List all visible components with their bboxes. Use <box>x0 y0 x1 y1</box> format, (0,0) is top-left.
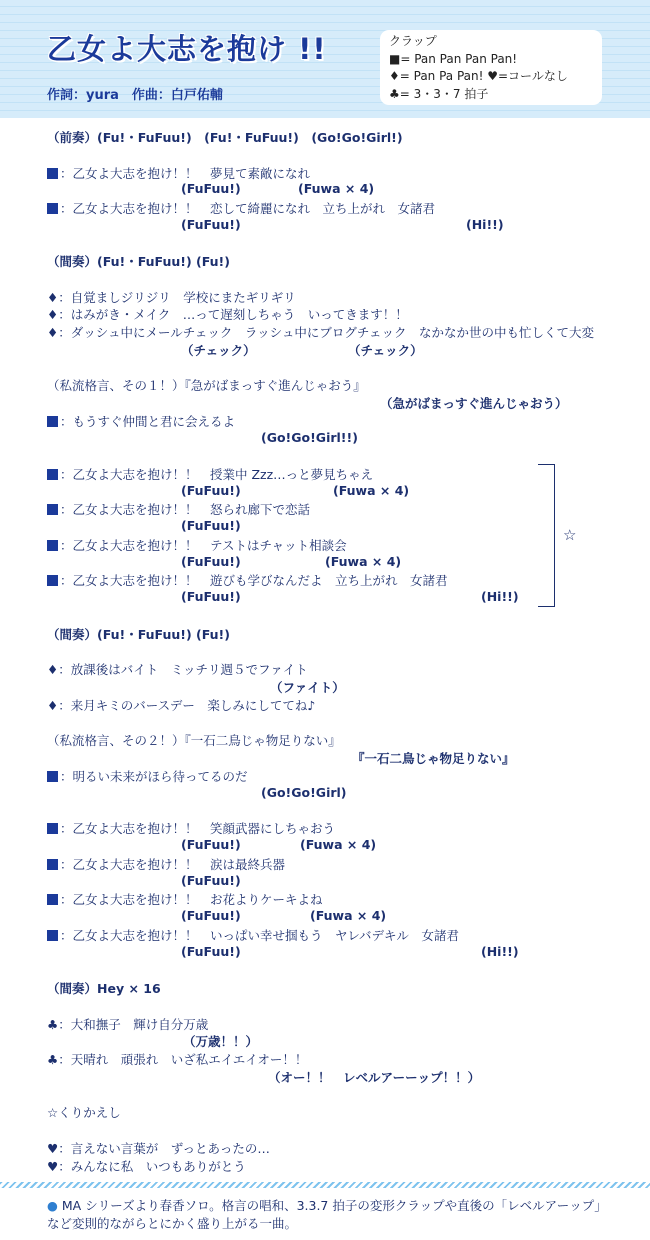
footer <box>0 1182 650 1240</box>
lyric-line: ：乙女よ大志を抱け！！ 遊びも学びなんだよ 立ち上がれ 女諸君 <box>47 571 448 589</box>
call-line: (FuFuu!) <box>181 518 241 533</box>
legend-line-diamond-heart: ♦= Pan Pa Pan! ♥=コールなし <box>389 69 568 83</box>
square-marker-icon <box>47 168 58 179</box>
call-line: (Go!Go!Girl!!) <box>261 430 358 445</box>
clap-legend <box>380 30 602 105</box>
song-description: ● MA シリーズより春香ソロ。格言の唱和、3.3.7 拍子の変形クラップや直後の「レベルアーップ」など変則的ながらとにかく盛り上がる一曲。 <box>47 1198 607 1231</box>
square-marker-icon <box>47 416 58 427</box>
call-line: （チェック） <box>181 343 256 358</box>
lyric-line: ：乙女よ大志を抱け！！ いっぱい幸せ掴もう ヤレバデキル 女諸君 <box>47 926 459 944</box>
square-marker-icon <box>47 823 58 834</box>
lyric-line: ♦：来月キミのバースデー 楽しみにしててね♪ <box>47 698 316 713</box>
call-line: (FuFuu!) <box>181 181 241 196</box>
call-line: (FuFuu!) <box>181 217 241 232</box>
lyric-line: ♦：放課後はバイト ミッチリ週５でファイト <box>47 662 308 677</box>
lyric-line: ♣：大和撫子 輝け自分万歳 <box>47 1017 209 1032</box>
lyric-line-intro: （前奏）(Fu!・FuFuu!) (Fu!・FuFuu!) (Go!Go!Girl!) <box>47 130 403 145</box>
call-line: （チェック） <box>348 343 423 358</box>
song-title: 乙女よ大志を抱け !! <box>47 32 327 66</box>
legend-line-square: ■= Pan Pan Pan Pan! <box>389 51 518 66</box>
square-marker-icon <box>47 771 58 782</box>
lyric-line: ♥：言えない言葉が ずっとあったの… <box>47 1141 270 1156</box>
legend-title: クラップ <box>389 34 437 48</box>
header <box>0 0 650 118</box>
square-marker-icon <box>47 469 58 480</box>
square-marker-icon <box>47 540 58 551</box>
call-line: (FuFuu!) <box>181 589 241 604</box>
lyric-line: ♦：はみがき・メイク …って遅刻しちゃう いってきます！！ <box>47 307 408 322</box>
lyric-line: ：乙女よ大志を抱け！！ 笑顔武器にしちゃおう <box>47 819 335 837</box>
square-marker-icon <box>47 504 58 515</box>
star-icon: ☆ <box>563 526 577 544</box>
lyric-line-interlude: （間奏）(Fu!・FuFuu!) (Fu!) <box>47 627 230 642</box>
call-line: 『一石二鳥じゃ物足りない』 <box>352 751 515 766</box>
lyric-line: ：乙女よ大志を抱け！！ お花よりケーキよね <box>47 890 323 908</box>
call-line: (FuFuu!) <box>181 944 241 959</box>
lyric-line-interlude: （間奏）Hey × 16 <box>47 981 161 996</box>
song-credits: 作詞：yura 作曲：白戸佑輔 <box>47 88 223 103</box>
lyric-line: ：もうすぐ仲間と君に会えるよ <box>47 412 235 430</box>
lyric-line: ♦：自覚ましジリジリ 学校にまたギリギリ <box>47 290 296 305</box>
call-line: (FuFuu!) <box>181 908 241 923</box>
call-line: (Hi!!) <box>466 217 504 232</box>
lyric-line: ：乙女よ大志を抱け！！ 夢見て素敵になれ <box>47 164 310 182</box>
call-line: （オー！！ レベルアーーップ！！） <box>268 1070 481 1085</box>
call-line: (FuFuu!) <box>181 837 241 852</box>
call-line: (Fuwa × 4) <box>300 837 377 852</box>
lyric-line-motto: （私流格言、その２！）『一石二鳥じゃ物足りない』 <box>47 733 341 748</box>
lyric-line-motto: （私流格言、その１！）『急がばまっすぐ進んじゃおう』 <box>47 378 366 393</box>
repeat-note: ☆くりかえし <box>47 1105 121 1120</box>
footer-divider <box>0 1182 650 1188</box>
call-line: (Hi!!) <box>481 589 519 604</box>
square-marker-icon <box>47 203 58 214</box>
lyric-line: ♣：天晴れ 頑張れ いざ私エイエイオー！！ <box>47 1052 308 1067</box>
lyric-line: ：乙女よ大志を抱け！！ 涙は最終兵器 <box>47 855 285 873</box>
square-marker-icon <box>47 894 58 905</box>
call-line: （ファイト） <box>270 680 345 695</box>
call-line: (Fuwa × 4) <box>333 483 410 498</box>
call-line: (Fuwa × 4) <box>325 554 402 569</box>
call-line: (Hi!!) <box>481 944 519 959</box>
lyric-line: ：明るい未来がほら待ってるのだ <box>47 767 248 785</box>
repeat-bracket <box>538 464 555 607</box>
lyrics <box>0 118 650 1188</box>
lyric-line: ：乙女よ大志を抱け！！ 恋して綺麗になれ 立ち上がれ 女諸君 <box>47 199 435 217</box>
square-marker-icon <box>47 930 58 941</box>
square-marker-icon <box>47 859 58 870</box>
call-line: (Fuwa × 4) <box>298 181 375 196</box>
call-line: (FuFuu!) <box>181 554 241 569</box>
lyric-line: ：乙女よ大志を抱け！！ 怒られ廊下で恋話 <box>47 500 310 518</box>
call-line: （万歳！！） <box>183 1034 259 1049</box>
call-line: (FuFuu!) <box>181 873 241 888</box>
lyric-line: ♦：ダッシュ中にメールチェック ラッシュ中にブログチェック なかなか世の中も忙しくて大変 <box>47 325 594 340</box>
call-line: （急がばまっすぐ進んじゃおう） <box>380 396 568 411</box>
lyric-line: ：乙女よ大志を抱け！！ 授業中 Zzz…っと夢見ちゃえ <box>47 465 373 483</box>
call-line: (Go!Go!Girl) <box>261 785 347 800</box>
lyric-line: ：乙女よ大志を抱け！！ テストはチャット相談会 <box>47 536 347 554</box>
square-marker-icon <box>47 575 58 586</box>
lyric-line-interlude: （間奏）(Fu!・FuFuu!) (Fu!) <box>47 254 230 269</box>
lyric-line: ♥：みんなに私 いつもありがとう <box>47 1159 246 1174</box>
legend-line-club: ♣= 3・3・7 拍子 <box>389 86 489 101</box>
call-line: (FuFuu!) <box>181 483 241 498</box>
call-line: (Fuwa × 4) <box>310 908 387 923</box>
bullet-icon: ● <box>47 1198 58 1213</box>
